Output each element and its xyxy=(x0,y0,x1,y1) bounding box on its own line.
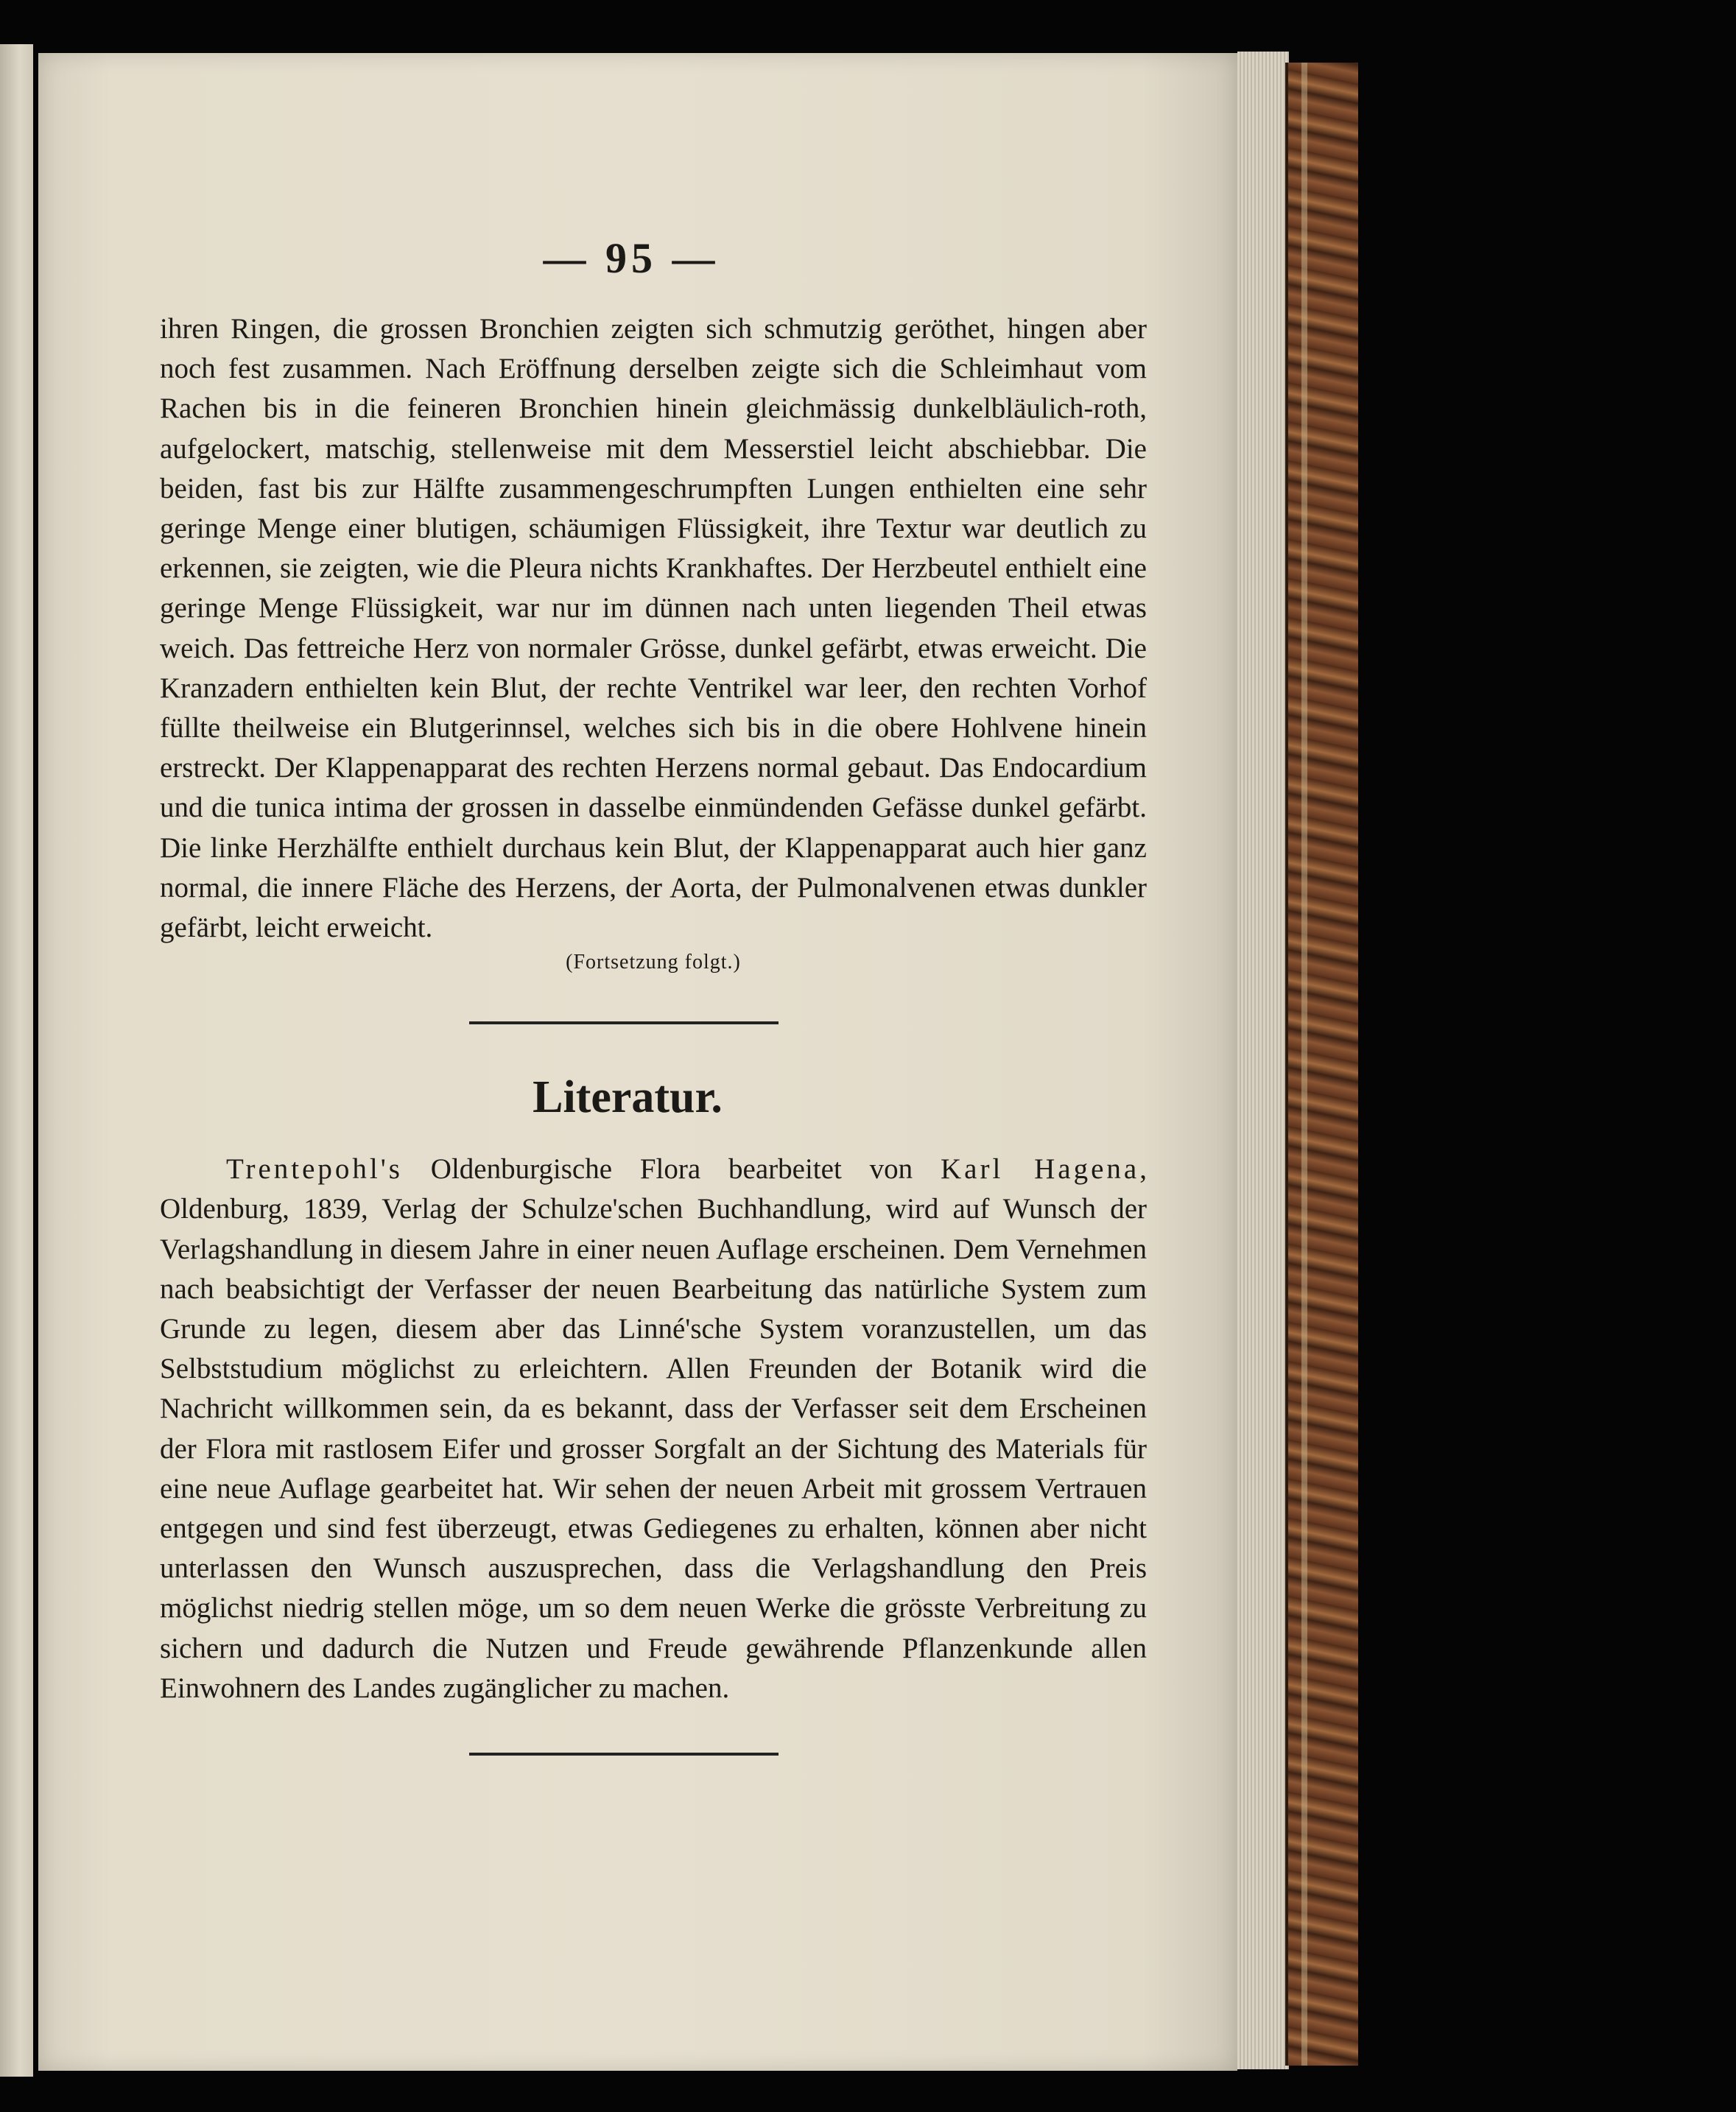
author-name-trentepohl: Trentepohl's xyxy=(226,1153,403,1186)
book-page xyxy=(38,53,1237,2071)
previous-page-edge xyxy=(0,44,33,2077)
literature-paragraph xyxy=(160,1150,1147,1708)
literature-text-part1: Oldenburgische Flora bearbeitet von xyxy=(402,1153,941,1186)
page-number: — 95 — xyxy=(543,234,720,282)
continuation-note: (Fortsetzung folgt.) xyxy=(566,951,741,974)
literature-text-part2: , Oldenburg, 1839, Verlag der Schulze'schen Buchhandlung, wird auf Wunsch der Verlagshandlung in diesem Jahre in einer neuen Auflage erscheinen. Dem Vernehmen nach beabsichtigt der Verfasser der neuen Bearbeitung das natürliche System zum Grunde zu legen, diesem aber das Linné'sche System voranzustellen, um das Selbststudium möglichst zu erleichtern. Allen Freunden der Botanik wird die Nachricht willkommen sein, da es bekannt, dass der Verfasser seit dem Erscheinen der Flora mit rastlosem Eifer und grosser Sorgfalt an der Sichtung des Materials für eine neue Auflage gearbeitet hat. Wir sehen der neuen Arbeit mit grossem Vertrauen entgegen und sind fest überzeugt, etwas Gediegenes zu erhalten, können aber nicht unterlassen den Wunsch auszusprechen, dass die Verlagshandlung den Preis möglichst niedrig stellen möge, um so dem neuen Werke die grösste Verbreitung zu sichern und dadurch die Nutzen und Freude gewährende Pflanzenkunde allen Einwohnern des Landes zugänglicher zu machen. xyxy=(160,1153,1147,1704)
page-block-edges xyxy=(1237,52,1289,2069)
autopsy-paragraph: ihren Ringen, die grossen Bronchien zeigten sich schmutzig geröthet, hingen aber noch fest zusammen. Nach Eröffnung derselben zeigte sich die Schleimhaut vom Rachen bis in die feineren Bronchien hinein gleichmässig dunkelbläulich-roth, aufgelockert, matschig, stellenweise mit dem Messerstiel leicht abschiebbar. Die beiden, fast bis zur Hälfte zusammengeschrumpften Lungen enthielten eine sehr geringe Menge einer blutigen, schäumigen Flüssigkeit, ihre Textur war deutlich zu erkennen, sie zeigten, wie die Pleura nichts Krankhaftes. Der Herzbeutel enthielt eine geringe Menge Flüssigkeit, war nur im dünnen nach unten liegenden Theil etwas weich. Das fettreiche Herz von normaler Grösse, dunkel gefärbt, etwas erweicht. Die Kranzadern enthielten kein Blut, der rechte Ventrikel war leer, den rechten Vorhof füllte theilweise ein Blutgerinnsel, welches sich bis in die obere Hohlvene hinein erstreckt. Der Klappenapparat des rechten Herzens normal gebaut. Das Endocardium und die tunica intima der grossen in dasselbe einmündenden Gefässe dunkel gefärbt. Die linke Herzhälfte enthielt durchaus kein Blut, der Klappenapparat auch hier ganz normal, die innere Fläche des Herzens, der Aorta, der Pulmonalvenen etwas dunkler gefärbt, leicht erweicht. xyxy=(160,313,1147,944)
text-column xyxy=(160,193,1147,1756)
section-divider-top xyxy=(469,1021,779,1024)
section-divider-bottom xyxy=(469,1753,779,1756)
section-heading: Literatur. xyxy=(533,1072,723,1123)
author-name-hagena: Karl Hagena xyxy=(940,1153,1140,1186)
book-cover-marbled xyxy=(1285,63,1358,2066)
